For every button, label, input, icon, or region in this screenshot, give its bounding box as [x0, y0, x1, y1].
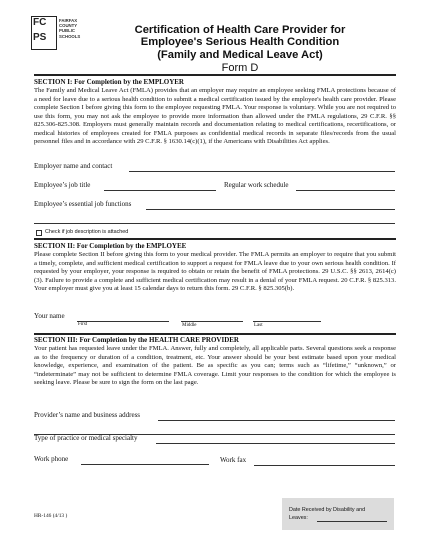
form-name: Form D: [221, 62, 259, 74]
section3-body: Your patient has requested leave under the FMLA. Answer, fully and completely, all applicable parts. Several questions seek a response as to the frequency or duration of a condition, treatment, etc. Your answer should be your best estimate based upon your medical knowledge, experience, and examination of the patient. Be as specific as you can; terms such as “lifetime,” “unknown,” or “indeterminate” may not be sufficient to determine FMLA coverage. Limit your responses to the condition for which the employee is seeking leave. Please be sure to sign the form on the last page.: [34, 345, 396, 386]
work-fax-field[interactable]: [254, 465, 395, 466]
provider-label: Provider’s name and business address: [34, 411, 141, 419]
section1-body: The Family and Medical Leave Act (FMLA) provides that an employer may require an employee seeking FMLA protections because of a need for leave due to a serious health condition to submit a medical certification issued by the employee's health care provider. Please complete Section I before giving this form to the employee requesting FMLA. Your response is voluntary. While you are not required to use this form, you may not ask the employee to provide more information than allowed under the FMLA regulations, 29 C.F.R. §§ 825.306-825.308. Employers must generally maintain records and documentation relating to medical certifications, recertifications, or medical histories of employees created for FMLA purposes as confidential medical records in separate files/records from the usual personnel files and in accordance with 29 C.F.R. § 1630.14(c)(1), if the Americans with Disabilities Act applies.: [34, 87, 396, 145]
logo-mark: [31, 16, 57, 50]
logo-letters-bottom: PS: [33, 32, 47, 43]
section1-divider: [34, 238, 396, 240]
work-phone-label: Work phone: [34, 455, 69, 463]
employer-field[interactable]: [129, 171, 395, 172]
first-name-field[interactable]: [77, 321, 169, 322]
logo-name-line: SCHOOLS: [59, 33, 81, 39]
section2-body: Please complete Section II before giving this form to your medical provider. The FMLA permits an employer to require that you submit a timely, complete, and sufficient medical certification to support a request for FMLA leave due to your own serious health condition. If requested by your employer, your response is required to obtain or retain the benefit of FMLA protections. 29 U.S.C. §§ 2613, 2614(c)(3). Failure to provide a complete and sufficient medical certification may result in a denial of your FMLA request. 20 C.F.R. § 825.313. Your employer must give you at least 15 calendar days to return this form. 29 C.F.R. § 825.305(b).: [34, 251, 396, 292]
job-description-checkbox[interactable]: [36, 230, 42, 236]
schedule-label: Regular work schedule: [224, 181, 289, 189]
functions-label: Employee’s essential job functions: [34, 200, 132, 208]
logo-name-line: PUBLIC: [59, 28, 75, 34]
job-description-checkbox-label: Check if job description is attached: [45, 229, 129, 235]
logo-school-name: [59, 18, 80, 39]
first-name-caption: First: [78, 322, 88, 327]
practice-label: Type of practice or medical specialty: [34, 434, 138, 442]
job-title-field[interactable]: [104, 190, 216, 191]
section1-heading: SECTION I: For Completion by the EMPLOYER: [34, 78, 184, 86]
last-name-caption: Last: [254, 323, 263, 328]
date-received-field[interactable]: [317, 521, 387, 522]
date-received-label-line1: Date Received by Disability and: [289, 507, 366, 513]
form-title: [100, 24, 380, 61]
fcps-logo: [31, 16, 89, 50]
section2-divider: [34, 333, 396, 335]
title-line: (Family and Medical Leave Act): [157, 48, 323, 61]
form-code: HR-146 (4/13 ): [34, 513, 68, 519]
job-title-label: Employee’s job title: [34, 181, 91, 189]
section3-heading: SECTION III: For Completion by the HEALTH CARE PROVIDER: [34, 336, 239, 344]
your-name-label: Your name: [34, 312, 65, 320]
date-received-box: [282, 498, 394, 530]
schedule-field[interactable]: [296, 190, 395, 191]
logo-name-line: FAIRFAX: [59, 18, 78, 23]
functions-field-continued[interactable]: [34, 223, 395, 224]
middle-name-field[interactable]: [181, 321, 243, 322]
logo-letters-top: FC: [33, 17, 47, 28]
middle-name-caption: Middle: [182, 323, 197, 328]
functions-field[interactable]: [146, 209, 395, 210]
employer-label: Employer name and contact: [34, 162, 113, 170]
header-divider: [34, 74, 396, 76]
section2-heading: SECTION II: For Completion by the EMPLOYEE: [34, 242, 187, 250]
provider-field[interactable]: [158, 420, 395, 421]
practice-field[interactable]: [156, 443, 395, 444]
work-phone-field[interactable]: [81, 464, 209, 465]
logo-name-line: COUNTY: [59, 23, 78, 29]
date-received-label-line2: Leaves:: [289, 515, 308, 521]
title-line: Employee's Serious Health Condition: [140, 36, 340, 49]
work-fax-label: Work fax: [220, 456, 247, 464]
title-line: Certification of Health Care Provider for: [134, 24, 346, 36]
last-name-field[interactable]: [253, 321, 321, 322]
